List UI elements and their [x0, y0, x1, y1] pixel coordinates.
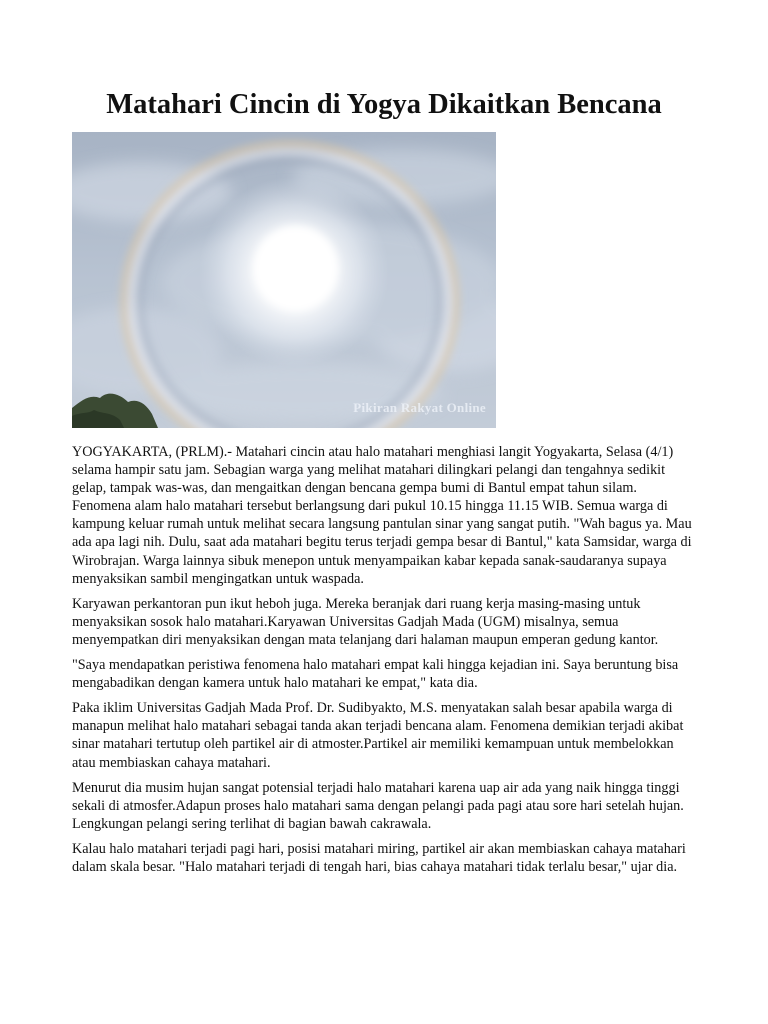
- article-title: Matahari Cincin di Yogya Dikaitkan Bencana: [106, 89, 662, 120]
- paragraph-text: YOGYAKARTA, (PRLM).- Matahari cincin atau halo matahari menghiasi langit Yogyakarta, Selasa (4/1) selama hampir satu jam. Sebagian warga yang melihat matahari dilingkari pelangi dan tengahnya sedikit gelap, tampak was-was, dan mengaitkan dengan bencana gempa bumi di Bantul empat tahun silam.: [72, 444, 674, 497]
- photo-credit-watermark: Pikiran Rakyat Online: [353, 400, 486, 415]
- article-paragraph: [72, 443, 700, 588]
- sun-halo-photo: [72, 132, 496, 428]
- sun-halo-image: [72, 132, 496, 428]
- article-paragraph: Kalau halo matahari terjadi pagi hari, posisi matahari miring, partikel air akan membiaskan cahaya matahari dalam skala besar. "Halo matahari terjadi di tengah hari, bias cahaya matahari tidak terlalu besar," ujar dia.: [72, 840, 686, 875]
- article-paragraph: "Saya mendapatkan peristiwa fenomena halo matahari empat kali hingga kejadian ini. Saya beruntung bisa mengabadikan dengan kamera untuk halo matahari ke empat," kata dia.: [72, 657, 679, 692]
- article-paragraph: Paka iklim Universitas Gadjah Mada Prof. Dr. Sudibyakto, M.S. menyatakan salah besar apabila warga di manapun melihat halo matahari sebagai tanda akan terjadi bencana alam. Fenomena demikian terjadi akibat sinar matahari tertutup oleh partikel air di atmoster.Partikel air memiliki kemampuan untuk membelokkan atau membiaskan cahaya matahari.: [72, 700, 684, 771]
- paragraph-text: Fenomena alam halo matahari tersebut berlangsung dari pukul 10.15 hingga 11.15 WIB. Semua warga di kampung keluar rumah untuk melihat secara langsung pantulan sinar yang sangat putih. "Wah bagus ya. Mau ada apa lagi nih. Dulu, saat ada matahari begitu terus terjadi gempa besar di Bantul," kata Samsidar, warga di Wirobrajan. Warga lainnya sibuk menepon untuk menyampaikan kabar kepada sanak-saudaranya supaya menyaksikan sambil mengingatkan untuk waspada.: [72, 498, 692, 587]
- article-paragraph: Karyawan perkantoran pun ikut heboh juga. Mereka beranjak dari ruang kerja masing-masing untuk menyaksikan sosok halo matahari.Karyawan Universitas Gadjah Mada (UGM) misalnya, semua menyempatkan diri menyaksikan dengan mata telanjang dari halaman maupun emperan gedung kantor.: [72, 595, 659, 648]
- article-body: [72, 443, 700, 883]
- article-paragraph: Menurut dia musim hujan sangat potensial terjadi halo matahari karena uap air ada yang naik hingga tinggi sekali di atmosfer.Adapun proses halo matahari sama dengan pelangi pada pagi atau sore hari setelah hujan. Lengkungan pelangi sering terlihat di bagian bawah cakrawala.: [72, 779, 684, 832]
